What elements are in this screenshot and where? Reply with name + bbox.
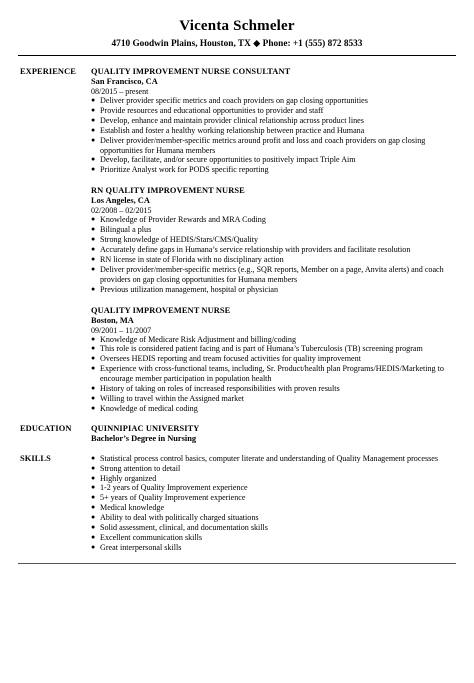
- bullet-text: Deliver provider specific metrics and coach providers on gap closing opportunities: [100, 96, 368, 105]
- bullet-icon: ●: [91, 96, 96, 104]
- skill-text: Medical knowledge: [100, 503, 165, 513]
- bullet-text: Prioritize Analyst work for PODS specific reporting: [100, 165, 269, 175]
- job-title: QUALITY IMPROVEMENT NURSE CONSULTANT: [91, 67, 291, 76]
- bullet-icon: ●: [91, 254, 96, 263]
- bullet-icon: ●: [91, 354, 96, 363]
- bullet-icon: ●: [91, 135, 96, 144]
- skills-list: [91, 454, 456, 553]
- bullet-text: Provide resources and educational opportunities to provider and staff: [100, 105, 324, 115]
- job-entry: [91, 67, 456, 175]
- skill-text: Strong attention to detail: [100, 463, 181, 473]
- list-item: [91, 245, 456, 255]
- skill-text: Solid assessment, clinical, and documentation skills: [100, 523, 268, 533]
- list-item: [91, 335, 456, 345]
- list-item: [91, 116, 456, 126]
- list-item: [91, 165, 456, 175]
- skill-text: Statistical process control basics, computer literate and understanding of Quality Management processes: [100, 453, 439, 463]
- list-item: [91, 96, 456, 106]
- school-name: QUINNIPIAC UNIVERSITY: [91, 423, 200, 433]
- skill-text: 1-2 years of Quality Improvement experience: [100, 483, 248, 493]
- education-section: [18, 424, 456, 444]
- bullet-icon: ●: [91, 225, 96, 234]
- job-bullets: [91, 96, 456, 175]
- list-item: [91, 513, 456, 523]
- bullet-text: Willing to travel within the Assigned market: [100, 393, 244, 403]
- header-rule: [18, 55, 456, 56]
- bullet-icon: ●: [91, 513, 96, 522]
- bullet-text: Strong knowledge of HEDIS/Stars/CMS/Quality: [100, 235, 259, 245]
- education-label: EDUCATION: [20, 423, 72, 433]
- experience-body: [91, 67, 456, 414]
- bullet-icon: ●: [91, 533, 96, 541]
- bullet-icon: ●: [91, 334, 96, 343]
- job-dates: 02/2008 – 02/2015: [91, 206, 152, 216]
- list-item: [91, 384, 456, 394]
- bullet-text: Knowledge of Medicare Risk Adjustment and billing/coding: [100, 334, 297, 344]
- bullet-text: RN license in state of Florida with no disciplinary action: [100, 254, 284, 264]
- list-item: [91, 235, 456, 245]
- bullet-icon: ●: [91, 235, 96, 244]
- bullet-text: Accurately define gaps in Humana’s service relationship with providers and facilitate resolution: [100, 244, 411, 254]
- experience-section: [18, 67, 456, 414]
- bullet-text: History of taking on roles of increased responsibilities with proven results: [100, 384, 340, 394]
- list-item: [91, 215, 456, 225]
- skill-text: Great interpersonal skills: [100, 542, 182, 552]
- bullet-text: Previous utilization management, hospital or physician: [100, 284, 279, 294]
- bullet-icon: ●: [91, 384, 96, 393]
- bullet-icon: ●: [91, 284, 96, 293]
- contact-line: 4710 Goodwin Plains, Houston, TX ◆ Phone: +1 (555) 872 8533: [111, 39, 363, 49]
- bullet-icon: ●: [91, 125, 96, 134]
- list-item: [91, 394, 456, 404]
- job-location: Boston, MA: [91, 315, 134, 325]
- bullet-text: Knowledge of medical coding: [100, 403, 198, 413]
- bullet-text: Bilingual a plus: [100, 225, 152, 235]
- bullet-icon: ●: [91, 403, 96, 412]
- job-title: QUALITY IMPROVEMENT NURSE: [91, 305, 231, 315]
- list-item: [91, 255, 456, 265]
- list-item: [91, 493, 456, 503]
- list-item: [91, 474, 456, 484]
- job-dates: 09/2001 – 11/2007: [91, 325, 152, 335]
- job-title: RN QUALITY IMPROVEMENT NURSE: [91, 186, 245, 196]
- bullet-text: This role is considered patient facing and is part of Humana’s Tuberculosis (TB) screening program: [100, 344, 423, 354]
- skill-text: 5+ years of Quality Improvement experience: [100, 493, 246, 503]
- bullet-text: Develop, facilitate, and/or secure opportunities to positively impact Triple Aim: [100, 155, 356, 165]
- bullet-icon: ●: [91, 364, 96, 373]
- list-item: [91, 364, 456, 384]
- job-location: Los Angeles, CA: [91, 196, 150, 206]
- bullet-icon: ●: [91, 542, 96, 551]
- list-item: [91, 344, 456, 354]
- bullet-icon: ●: [91, 165, 96, 174]
- skill-text: Ability to deal with politically charged situations: [100, 513, 259, 523]
- list-item: [91, 265, 456, 285]
- list-item: [91, 543, 456, 553]
- bullet-icon: ●: [91, 244, 96, 253]
- bullet-icon: ●: [91, 483, 96, 492]
- job-entry: [91, 186, 456, 294]
- bullet-icon: ●: [91, 105, 96, 114]
- bullet-icon: ●: [91, 115, 96, 124]
- list-item: [91, 483, 456, 493]
- bullet-icon: ●: [91, 155, 96, 164]
- list-item: [91, 285, 456, 295]
- bullet-text: Deliver provider/member-specific metrics (e.g., SQR reports, Member on a page, Anvita alerts) and coach providers on gap closing opportunities for Humana members: [100, 264, 444, 284]
- skill-text: Highly organized: [100, 473, 157, 483]
- skills-section: [18, 454, 456, 553]
- skills-body: [91, 454, 456, 553]
- bullet-text: Oversees HEDIS reporting and tream focused activities for quality improvement: [100, 354, 361, 364]
- bullet-text: Establish and foster a healthy working relationship between practice and Humana: [100, 125, 365, 135]
- job-entry: [91, 306, 456, 414]
- job-dates: 08/2015 – present: [91, 87, 149, 96]
- bullet-text: Experience with cross-functional teams, including, Sr. Product/health plan Programs/HEDIS/Marketing to encourage member participation in population health: [100, 364, 444, 384]
- bullet-text: Deliver provider/member-specific metrics around profit and loss and coach providers on gap closing opportunities for Humana members: [100, 135, 426, 155]
- bullet-text: Knowledge of Provider Rewards and MRA Coding: [100, 215, 266, 225]
- bullet-icon: ●: [91, 393, 96, 402]
- bullet-text: Develop, enhance and maintain provider clinical relationship across product lines: [100, 115, 364, 125]
- job-location: San Francisco, CA: [91, 77, 158, 86]
- bullet-icon: ●: [91, 344, 96, 353]
- skill-text: Excellent communication skills: [100, 533, 203, 542]
- bullet-icon: ●: [91, 523, 96, 532]
- list-item: [91, 464, 456, 474]
- bullet-icon: ●: [91, 493, 96, 502]
- list-item: [91, 503, 456, 513]
- degree: Bachelor’s Degree in Nursing: [91, 433, 197, 443]
- list-item: [91, 155, 456, 165]
- footer-divider: [18, 563, 456, 564]
- bullet-icon: ●: [91, 215, 96, 224]
- bullet-icon: ●: [91, 503, 96, 512]
- list-item: [91, 533, 456, 543]
- bullet-icon: ●: [91, 453, 96, 462]
- list-item: [91, 404, 456, 414]
- list-item: [91, 225, 456, 235]
- candidate-name: Vicenta Schmeler: [179, 18, 295, 34]
- list-item: [91, 126, 456, 136]
- experience-label: EXPERIENCE: [20, 67, 76, 76]
- bullet-icon: ●: [91, 463, 96, 472]
- job-bullets: [91, 215, 456, 294]
- list-item: [91, 136, 456, 156]
- skills-label: SKILLS: [20, 453, 51, 463]
- list-item: [91, 523, 456, 533]
- bullet-icon: ●: [91, 264, 96, 273]
- bullet-icon: ●: [91, 473, 96, 482]
- job-bullets: [91, 335, 456, 414]
- education-body: [91, 424, 456, 444]
- list-item: [91, 354, 456, 364]
- list-item: [91, 454, 456, 464]
- list-item: [91, 106, 456, 116]
